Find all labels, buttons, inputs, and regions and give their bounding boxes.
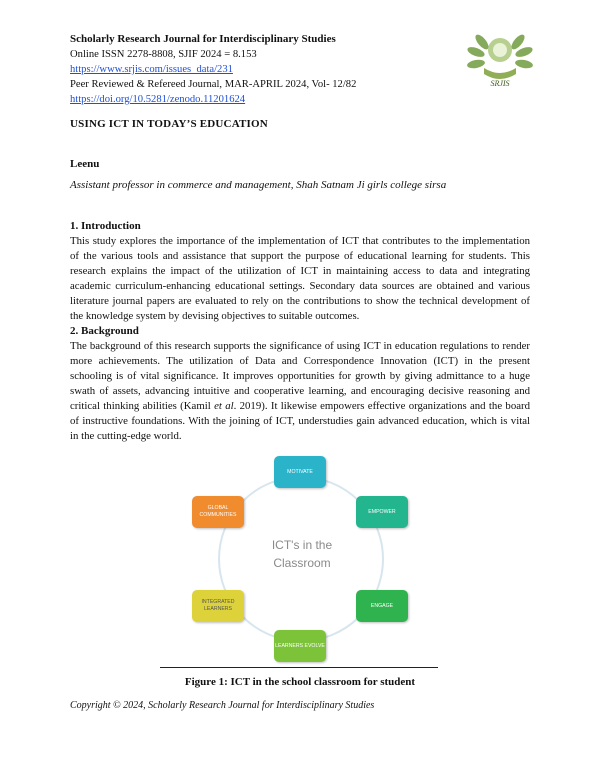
- node-engage: ENGAGE: [356, 590, 408, 622]
- et-al: et al: [214, 400, 234, 412]
- journal-title: Scholarly Research Journal for Interdisciplinary Studies: [70, 33, 336, 45]
- journal-logo: [462, 24, 538, 90]
- node-learners-evolve: LEARNERS EVOLVE: [274, 630, 326, 662]
- node-global-communities: GLOBAL COMMUNITIES: [192, 496, 244, 528]
- figure-caption: Figure 1: ICT in the school classroom for student: [184, 676, 416, 688]
- background-heading: 2. Background: [70, 325, 139, 337]
- node-motivate: MOTIVATE: [274, 456, 326, 488]
- journal-info: Peer Reviewed & Refereed Journal, MAR-APRIL 2024, Vol- 12/82: [70, 79, 357, 90]
- introduction-paragraph: This study explores the importance of the implementation of ICT that contributes to the implementation of the various tools and assistance that support the purpose of educational learning for students. This research explains the impact of the utilization of ICT in maintaining access to data and integrating academic curriculum-enhancing educational settings. Secondary data sources are obtained and various literature journal papers are evaluated to rely on the contributions to show the technical development of the knowledge system by devising objectives to suitable outcomes.: [70, 235, 530, 322]
- diagram-center-label: ICT's in the Classroom: [271, 538, 333, 570]
- issue-link[interactable]: https://www.srjis.com/issues_data/231: [70, 64, 233, 75]
- issn-line: Online ISSN 2278-8808, SJIF 2024 = 8.153: [70, 49, 257, 60]
- node-integrated-learners: INTEGRATED LEARNERS: [192, 590, 244, 622]
- introduction-section: [70, 219, 530, 444]
- logo-text: SRJIS: [490, 79, 510, 88]
- figure-divider: [160, 667, 438, 668]
- background-paragraph: The background of this research supports the significance of using ICT in education regulations to render more achievements. The utilization of Data and Correspondence Innovation (ICT) in the present schooling is of vital significance. It improves opportunities for growth by giving admittance to a huge swath of assets, advancing intuitive and cooperative learning, and encouraging decisive reasoning and critical thinking abilities (Kamil et al. 2019). It likewise empowers effective organizations and the board of instructive foundations. With the joining of ICT, understudies gain advanced education, which is vital in the cutting-edge world.: [70, 340, 531, 442]
- journal-header: [70, 32, 356, 107]
- copyright-footer: Copyright © 2024, Scholarly Research Journal for Interdisciplinary Studies: [70, 700, 375, 711]
- node-empower: EMPOWER: [356, 496, 408, 528]
- paper-title: USING ICT IN TODAY’S EDUCATION: [70, 118, 268, 130]
- author-affiliation: Assistant professor in commerce and management, Shah Satnam Ji girls college sirsa: [70, 179, 447, 191]
- doi-link[interactable]: https://doi.org/10.5281/zenodo.11201624: [70, 94, 246, 105]
- author-name: Leenu: [70, 158, 100, 170]
- introduction-heading: 1. Introduction: [70, 220, 141, 232]
- ict-classroom-figure: [188, 452, 414, 666]
